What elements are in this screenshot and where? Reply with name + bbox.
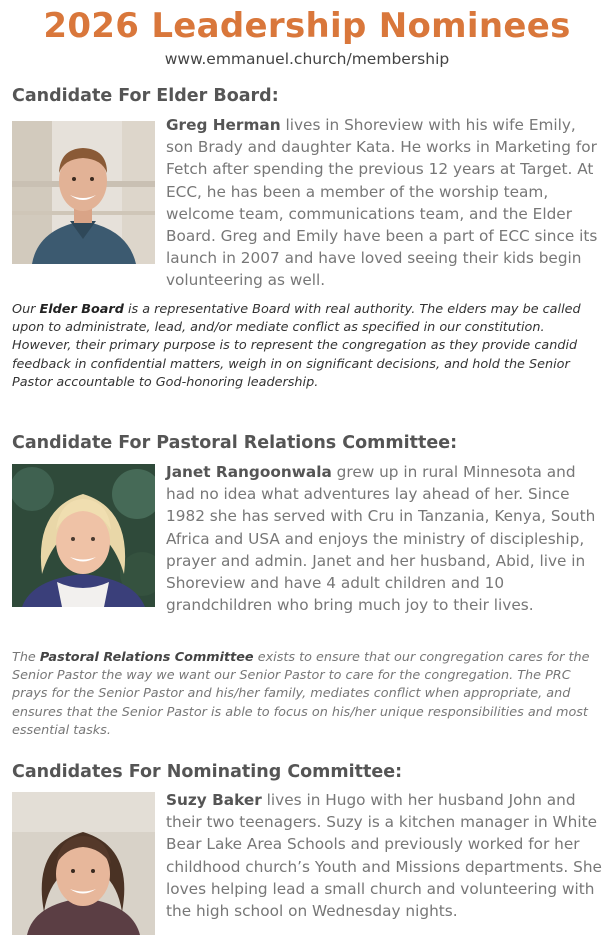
- section-heading-nominating-committee: Candidates For Nominating Committee:: [12, 762, 403, 782]
- note-prefix: Our: [12, 302, 40, 317]
- candidate-photo-greg-herman: [12, 121, 155, 264]
- candidate-bio-text: lives in Hugo with her husband John and their two teenagers. Suzy is a kitchen manager in White Bear Lake Area Schools and previously worked for her childhood church’s Youth and Missions departments. She loves helping lead a small church and volunteering with the high school on Wednesday nights.: [166, 791, 602, 921]
- section-heading-pastoral-relations: Candidate For Pastoral Relations Committee:: [12, 433, 458, 453]
- note-text: exists to ensure that our congregation cares for the Senior Pastor the way we want our Senior Pastor to care for the congregation. The PRC prays for the Senior Pastor and his/her family, mediates conflict when appropriate, and ensures that the Senior Pastor is able to focus on his/her unique responsibilities and most essential tasks.: [12, 650, 590, 738]
- candidate-bio-text: lives in Shoreview with his wife Emily, son Brady and daughter Kata. He works in Marketing for Fetch after spending the previous 12 years at Target. At ECC, he has been a member of the worship team, welcome team, communications team, and the Elder Board. Greg and Emily have been a part of ECC since its launch in 2007 and have loved seeing their kids begin volunteering as well.: [166, 116, 598, 290]
- candidate-bio-text: grew up in rural Minnesota and had no idea what adventures lay ahead of her. Since 1982 she has served with Cru in Tanzania, Kenya, South Africa and USA and enjoys the ministry of discipleship, prayer and admin. Janet and her husband, Abid, live in Shoreview and have 4 adult children and 10 grandchildren who bring much joy to their lives.: [166, 463, 596, 615]
- note-bold-term: Pastoral Relations Committee: [39, 650, 254, 665]
- candidate-photo-janet-rangoonwala: [12, 464, 155, 607]
- candidate-bio-greg-herman: [166, 114, 602, 292]
- candidate-bio-janet-rangoonwala: [166, 461, 602, 616]
- note-text: is a representative Board with real authority. The elders may be called upon to administrate, lead, and/or mediate conflict as specified in our constitution. However, their primary purpose is to represent the congregation as they provide candid feedback in confidential matters, weigh in on significant decisions, and hold the Senior Pastor accountable to God-honoring leadership.: [12, 302, 581, 390]
- candidate-name: Suzy Baker: [166, 791, 262, 809]
- candidate-bio-suzy-baker: [166, 789, 602, 922]
- candidate-name: Janet Rangoonwala: [166, 463, 332, 481]
- page-title: 2026 Leadership Nominees: [43, 6, 571, 46]
- website-url: www.emmanuel.church/membership: [164, 50, 450, 68]
- note-prefix: The: [12, 650, 40, 665]
- note-bold-term: Elder Board: [39, 302, 124, 317]
- candidate-name: Greg Herman: [166, 116, 281, 134]
- candidate-photo-suzy-baker: [12, 792, 155, 935]
- pastoral-relations-description: [12, 649, 592, 740]
- section-heading-elder-board: Candidate For Elder Board:: [12, 86, 279, 106]
- elder-board-description: [12, 301, 592, 392]
